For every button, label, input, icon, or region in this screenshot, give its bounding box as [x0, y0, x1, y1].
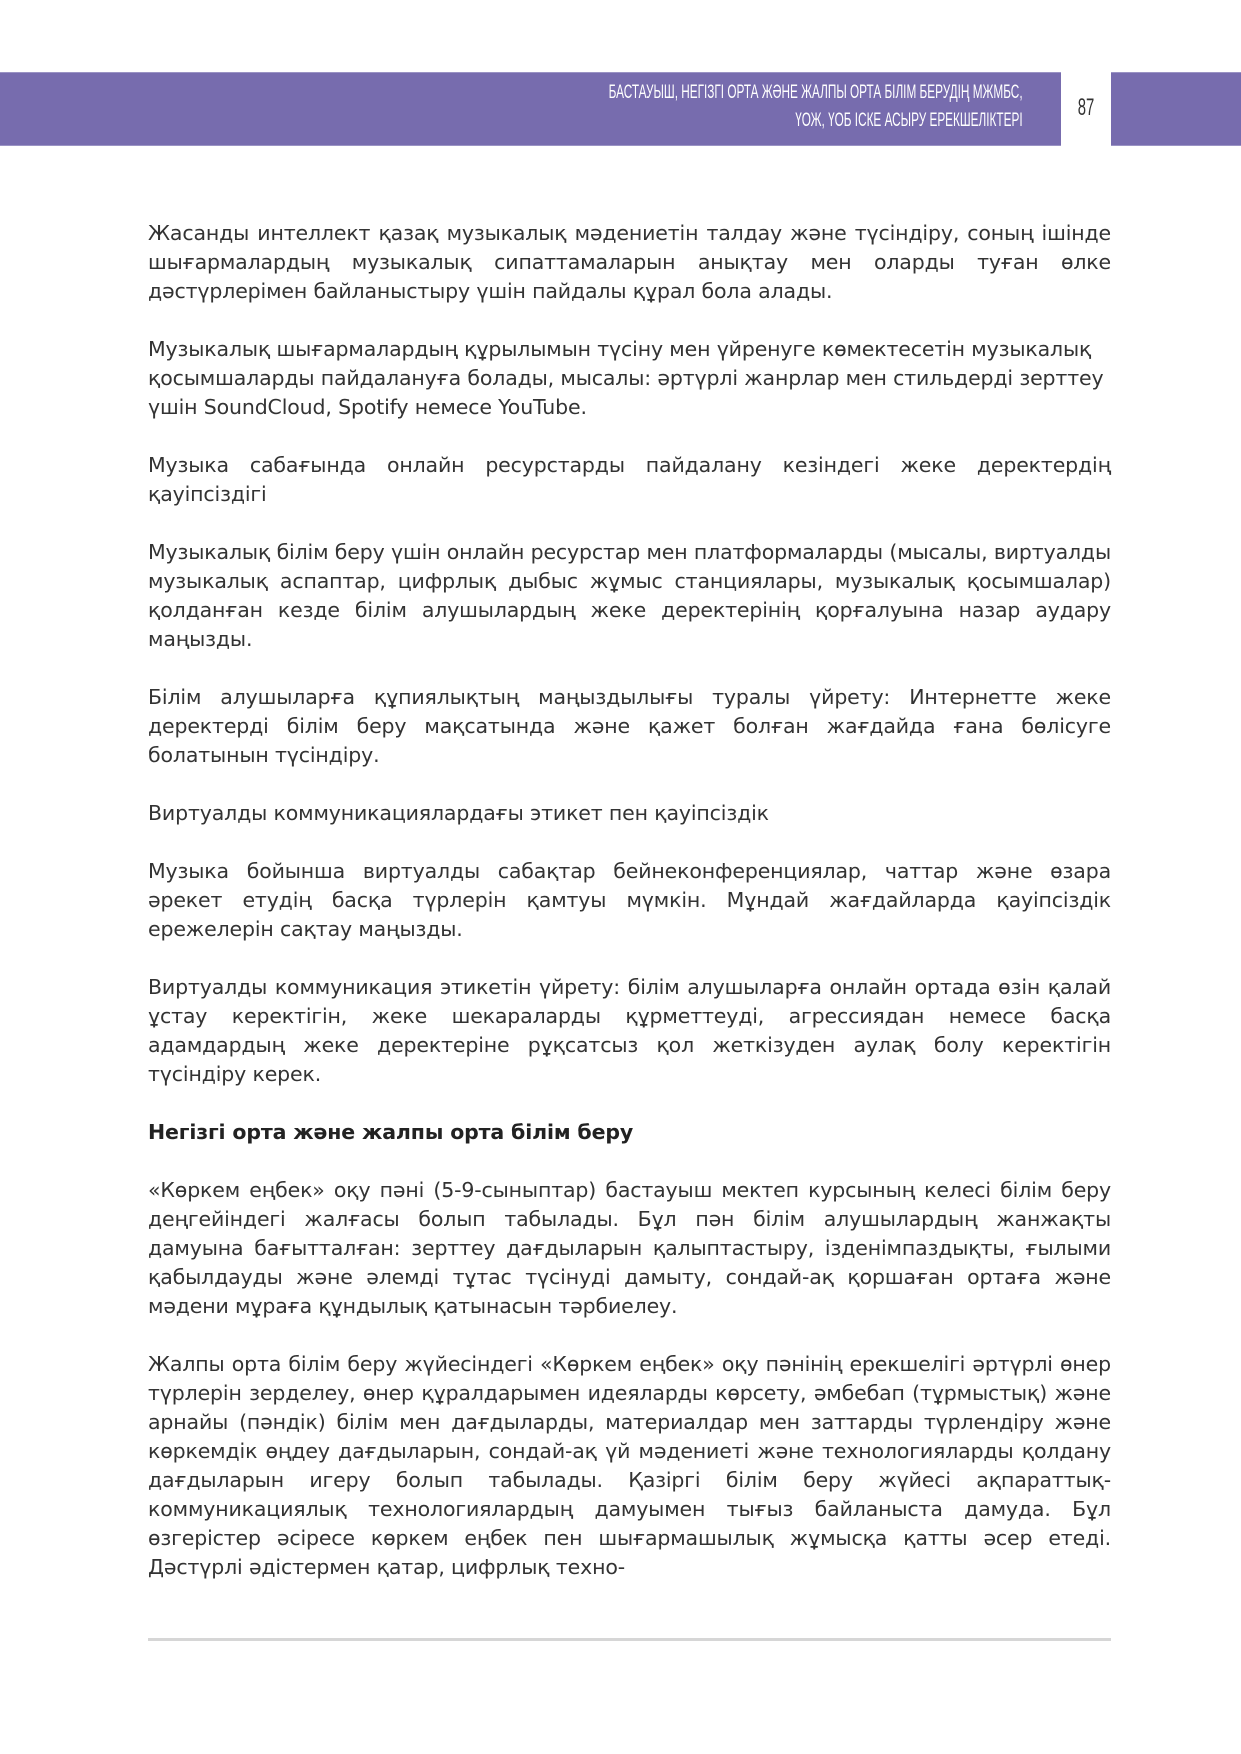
- page-body: [148, 219, 1111, 1611]
- paragraph-ai-music-culture: Жасанды интеллект қазақ музыкалық мәдениетін талдау және түсіндіру, соның ішінде шығармалардың музыкалық сипаттамаларын анықтау мен оларды туған өлке дәстүрлерімен байланыстыру үшін пайдалы құрал бола алады.: [148, 221, 1111, 303]
- paragraph-etiquette-teaching: Виртуалды коммуникация этикетін үйрету: білім алушыларға онлайн ортада өзін қалай ұстау керектігін, жеке шекараларды құрметтеуді, агрессиядан немесе басқа адамдардың жеке деректеріне рұқсатсыз қол жеткізуден аулақ болу керектігін түсіндіру керек.: [148, 975, 1111, 1086]
- paragraph-privacy-teaching: Білім алушыларға құпиялықтың маңыздылығы туралы үйрету: Интернетте жеке деректерді білім беру мақсатында және қажет болған жағдайда ғана бөлісуге болатынын түсіндіру.: [148, 685, 1111, 767]
- paragraph-online-resources: Музыкалық білім беру үшін онлайн ресурстар мен платформаларды (мысалы, виртуалды музыкалық аспаптар, цифрлық дыбыс жұмыс станциялары, музыкалық қосымшалар) қолданған кезде білім алушылардың жеке деректерінің қорғалуына назар аудару маңызды.: [148, 540, 1111, 651]
- running-head-line-1: БАСТАУЫШ, НЕГІЗГІ ОРТА ЖӘНЕ ЖАЛПЫ ОРТА БІЛІМ БЕРУДІҢ МЖМБС,: [609, 82, 1023, 103]
- paragraph-virtual-lessons: Музыка бойынша виртуалды сабақтар бейнеконференциялар, чаттар және өзара әрекет етудің басқа түрлерін қамтуы мүмкін. Мұндай жағдайларда қауіпсіздік ережелерін сақтау маңызды.: [148, 859, 1111, 941]
- running-head: [609, 79, 1023, 135]
- running-header-bar-right: [1111, 72, 1241, 146]
- paragraph-data-safety-title: Музыка сабағында онлайн ресурстарды пайдалану кезіндегі жеке деректердің қауіпсіздігі: [148, 453, 1111, 506]
- paragraph-art-labour-specifics: Жалпы орта білім беру жүйесіндегі «Көркем еңбек» оқу пәнінің ерекшелігі әртүрлі өнер түрлерін зерделеу, өнер құралдарымен идеяларды көрсету, әмбебап (тұрмыстық) және арнайы (пәндік) білім мен дағдыларды, материалдар мен заттарды түрлендіру және көркемдік өңдеу дағдыларын, сондай-ақ үй мәдениеті және технологияларды қолдану дағдыларын игеру болып табылады. Қазіргі білім беру жүйесі ақпараттық-коммуникациялық технологиялардың дамуымен тығыз байланыста дамуда. Бұл өзгерістер әсіресе көркем еңбек пен шығармашылық жұмысқа қатты әсер етеді. Дәстүрлі әдістермен қатар, цифрлық техно-: [148, 1352, 1111, 1579]
- section-heading: Негізгі орта және жалпы орта білім беру: [148, 1120, 634, 1144]
- footer-divider: [148, 1638, 1111, 1641]
- paragraph-music-apps: Музыкалық шығармалардың құрылымын түсіну мен үйренуге көмектесетін музыкалық қосымшаларды пайдалануға болады, мысалы: әртүрлі жанрлар мен стильдерді зерттеу үшін SoundCloud, Spotify немесе YouTube.: [148, 337, 1104, 419]
- running-head-line-2: ҮОЖ, ҮОБ ІСКЕ АСЫРУ ЕРЕКШЕЛІКТЕРІ: [795, 110, 1023, 131]
- paragraph-virtual-etiquette-title: Виртуалды коммуникациялардағы этикет пен қауіпсіздік: [148, 801, 769, 825]
- paragraph-art-labour-intro: «Көркем еңбек» оқу пәні (5-9-сыныптар) бастауыш мектеп курсының келесі білім беру деңгейіндегі жалғасы болып табылады. Бұл пән білім алушылардың жанжақты дамуына бағытталған: зерттеу дағдыларын қалыптастыру, ізденімпаздықты, ғылыми қабылдауды және әлемді тұтас түсінуді дамыту, сондай-ақ қоршаған ортаға және мәдени мұраға құндылық қатынасын тәрбиелеу.: [148, 1178, 1111, 1318]
- page-number: 87: [1077, 94, 1095, 121]
